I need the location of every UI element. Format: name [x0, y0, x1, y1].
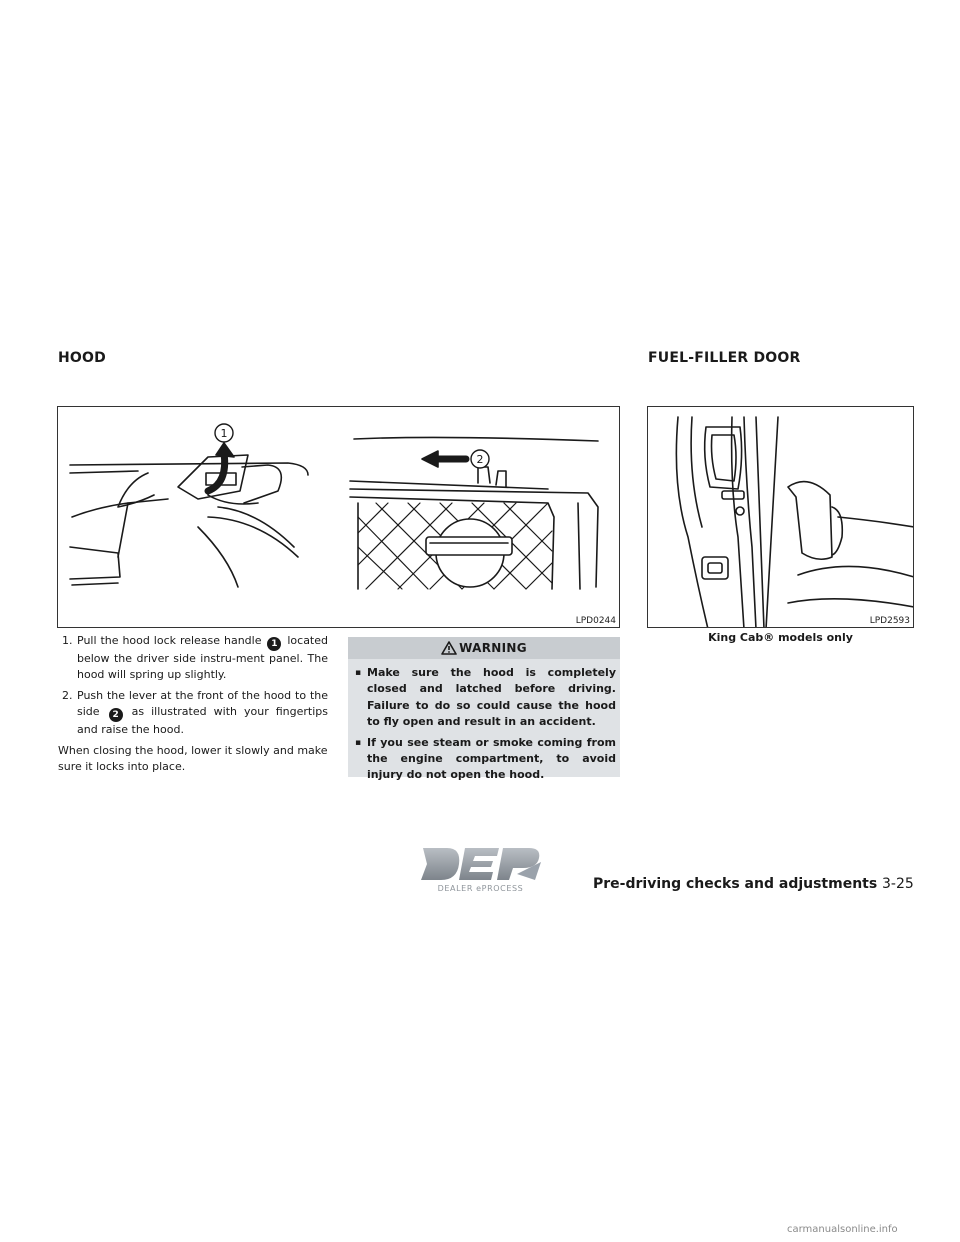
dealer-eprocess-logo	[417, 844, 544, 894]
callout-2-label: 2	[476, 453, 484, 466]
warning-box	[348, 637, 620, 782]
footer-section-title: Pre-driving checks and adjustments	[593, 876, 878, 892]
callout-1-label: 1	[220, 427, 228, 440]
step-number: 1.	[62, 634, 73, 647]
warning-triangle-icon	[441, 641, 457, 655]
hood-illustration	[57, 406, 620, 628]
step-text-after: located below the driver side instru-ment panel. The hood will spring up slightly.	[77, 634, 328, 682]
warning-title: WARNING	[459, 641, 527, 655]
callout-marker-2: 2	[109, 708, 123, 722]
warning-item: ▪ Make sure the hood is completely closed and latched before driving. Failure to do so could cause the hood to fly open and result in an accident.	[354, 665, 616, 731]
figure-code-hood: LPD0244	[575, 616, 616, 626]
step-item	[58, 688, 328, 739]
callout-marker-1: 1	[267, 637, 281, 651]
hood-instructions	[58, 633, 328, 775]
fuel-filler-door-illustration	[647, 406, 914, 628]
watermark: carmanualsonline.info	[787, 1224, 898, 1235]
step-text-after: as illustrated with your fingertips and raise the hood.	[77, 705, 329, 737]
dep-logo-icon	[417, 844, 544, 884]
logo-subtitle: DEALER ePROCESS	[437, 884, 524, 893]
section-heading-hood: HOOD	[58, 350, 106, 366]
step-text-before: Push the lever at the front of the hood to the side	[77, 688, 328, 719]
figure-code-fuel: LPD2593	[869, 616, 910, 626]
footer-page-number: 3-25	[882, 876, 914, 892]
step-text-before: Pull the hood lock release handle	[77, 634, 262, 647]
figure-caption-fuel: King Cab® models only	[708, 631, 853, 644]
step-item	[58, 633, 328, 684]
step-number: 2.	[62, 688, 73, 702]
warning-header	[348, 637, 620, 659]
closing-note: When closing the hood, lower it slowly and make sure it locks into place.	[58, 743, 328, 774]
warning-item: ▪ If you see steam or smoke coming from the engine compartment, to avoid injury do not open the hood.	[354, 735, 616, 784]
section-heading-fuel-filler-door: FUEL-FILLER DOOR	[648, 350, 801, 366]
